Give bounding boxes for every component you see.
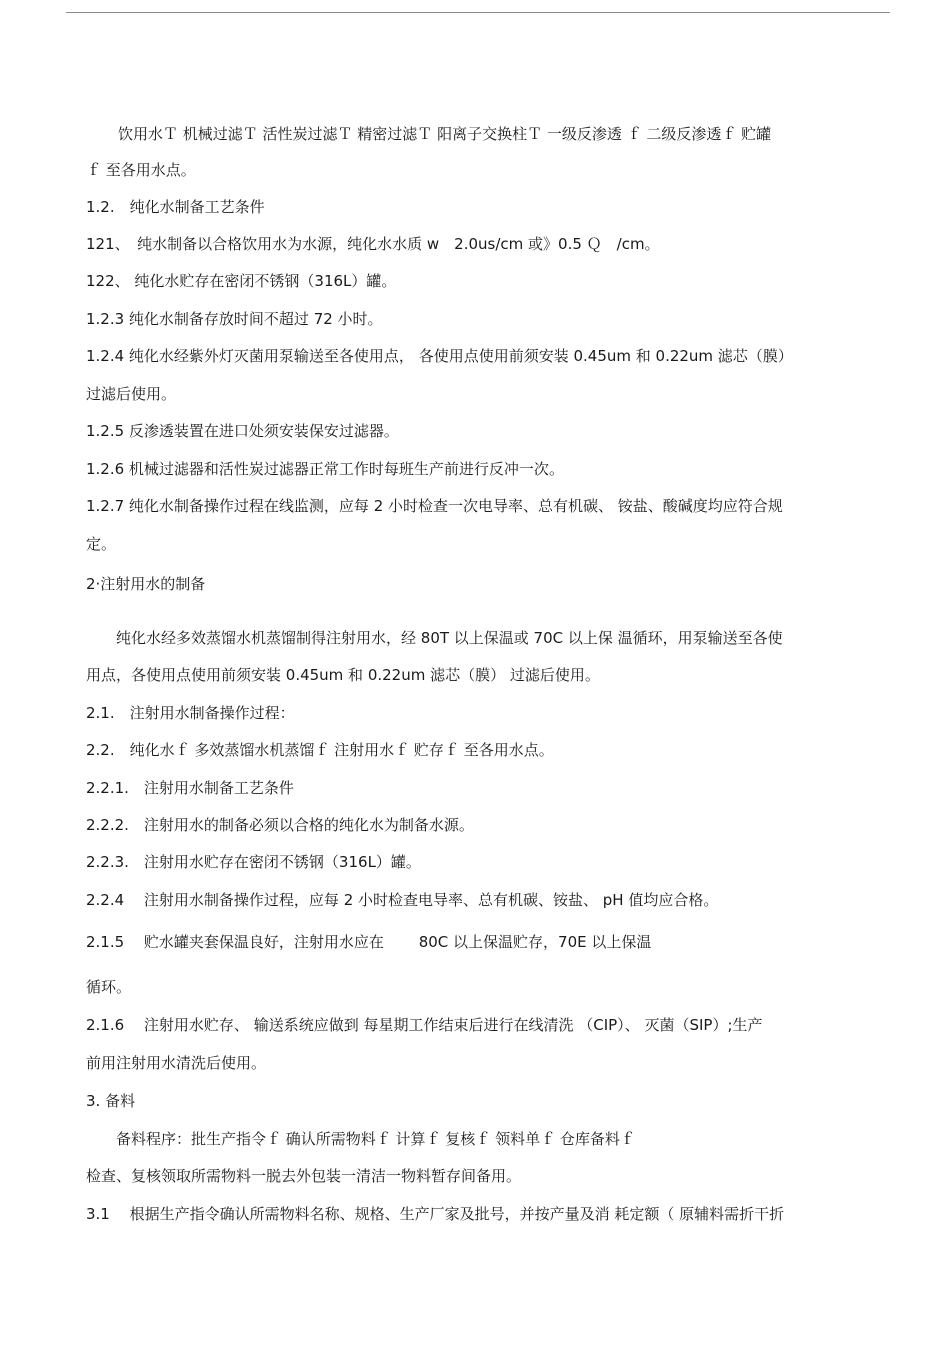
- doc-line: 前用注射用水清洗后使用。: [86, 1054, 267, 1072]
- doc-line: 纯化水经多效蒸馏水机蒸馏制得注射用水，经 80T 以上保温或 70C 以上保 温循环，用泵输送至各使: [116, 629, 783, 647]
- doc-line: 过滤后使用。: [86, 385, 177, 403]
- doc-line: 定。: [86, 535, 117, 553]
- doc-line: 2.2.4 注射用水制备操作过程，应每 2 小时检查电导率、总有机碳、铵盐、 pH 值均应合格。: [86, 891, 719, 909]
- header-rule: [66, 12, 890, 13]
- doc-line: 循环。: [86, 978, 132, 996]
- doc-line: 121、 纯水制备以合格饮用水为水源，纯化水水质 w 2.0us/cm 或》0.5 Ｑ /cm。: [86, 235, 660, 253]
- section-heading: 2.1. 注射用水制备操作过程：: [86, 704, 295, 722]
- doc-line: 2.2. 纯化水ｆ 多效蒸馏水机蒸馏ｆ 注射用水ｆ 贮存ｆ 至各用水点。: [86, 741, 554, 759]
- doc-line: 2.1.5 贮水罐夹套保温良好，注射用水应在 80C 以上保温贮存，70E 以上保温: [86, 933, 652, 951]
- section-heading: 2.2.1. 注射用水制备工艺条件: [86, 779, 294, 797]
- section-heading: 2·注射用水的制备: [86, 575, 206, 593]
- section-heading: 3. 备料: [86, 1092, 136, 1110]
- doc-line: 2.1.6 注射用水贮存、 输送系统应做到 每星期工作结束后进行在线清洗 （CIP）、 灭菌（SIP）;生产: [86, 1016, 763, 1034]
- doc-line: 1.2.7 纯化水制备操作过程在线监测，应每 2 小时检查一次电导率、总有机碳、 铵盐、酸碱度均应符合规: [86, 497, 783, 515]
- doc-line: 1.2.6 机械过滤器和活性炭过滤器正常工作时每班生产前进行反冲一次。: [86, 460, 564, 478]
- doc-line: 备料程序：批生产指令ｆ 确认所需物料ｆ 计算ｆ 复核ｆ 领料单ｆ 仓库备料ｆ: [116, 1130, 635, 1148]
- doc-line: 1.2.3 纯化水制备存放时间不超过 72 小时。: [86, 310, 383, 328]
- doc-line: 用点，各使用点使用前须安装 0.45um 和 0.22um 滤芯（膜） 过滤后使用。: [86, 666, 600, 684]
- doc-line: 饮用水Ｔ 机械过滤Ｔ 活性炭过滤Ｔ 精密过滤Ｔ 阳离子交换柱Ｔ 一级反渗透 ｆ 二级反渗透ｆ 贮罐: [118, 125, 772, 143]
- doc-line: ｆ 至各用水点。: [86, 161, 196, 179]
- doc-line: 1.2.5 反渗透装置在进口处须安装保安过滤器。: [86, 422, 399, 440]
- section-heading: 1.2. 纯化水制备工艺条件: [86, 198, 265, 216]
- doc-line: 1.2.4 纯化水经紫外灯灭菌用泵输送至各使用点， 各使用点使用前须安装 0.45um 和 0.22um 滤芯（膜）: [86, 347, 793, 365]
- doc-line: 3.1 根据生产指令确认所需物料名称、规格、生产厂家及批号，并按产量及消 耗定额（ 原辅料需折干折: [86, 1205, 785, 1223]
- doc-line: 2.2.3. 注射用水贮存在密闭不锈钢（316L）罐。: [86, 853, 421, 871]
- doc-line: 检查、复核领取所需物料一脱去外包装一清洁一物料暂存间备用。: [86, 1167, 522, 1185]
- doc-line: 2.2.2. 注射用水的制备必须以合格的纯化水为制备水源。: [86, 816, 474, 834]
- doc-line: 122、 纯化水贮存在密闭不锈钢（316L）罐。: [86, 272, 397, 290]
